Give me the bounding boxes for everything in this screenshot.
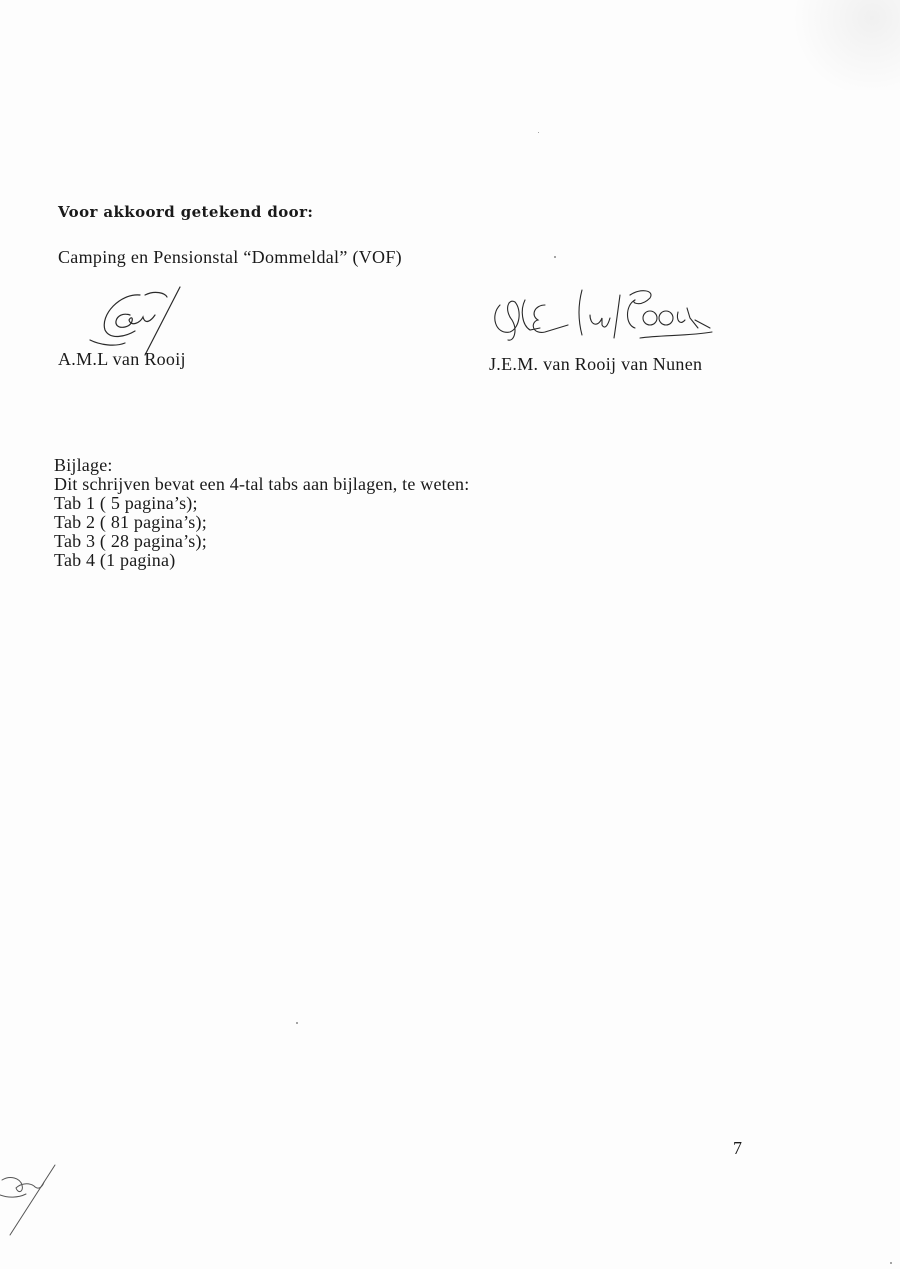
annex-tab-item: Tab 2 ( 81 pagina’s);	[54, 512, 207, 532]
annex-tab-item: Tab 3 ( 28 pagina’s);	[54, 531, 207, 551]
party-name: Camping en Pensionstal “Dommeldal” (VOF)	[58, 247, 402, 267]
annex-tab-item: Tab 4 (1 pagina)	[54, 550, 176, 570]
annex-tab-item: Tab 1 ( 5 pagina’s);	[54, 493, 198, 513]
signature-jem-van-rooij-van-nunen	[490, 280, 720, 350]
annex-section	[54, 456, 469, 570]
signatory-name-right: J.E.M. van Rooij van Nunen	[489, 354, 703, 374]
initials-paraphe	[0, 1160, 65, 1240]
annex-title: Bijlage:	[54, 455, 113, 475]
signatory-name-left: A.M.L van Rooij	[58, 349, 186, 369]
signature-aml-van-rooij	[85, 275, 205, 360]
scan-speck	[554, 256, 556, 258]
scan-speck	[890, 1262, 892, 1264]
signature-heading: Voor akkoord getekend door:	[58, 203, 314, 221]
annex-intro: Dit schrijven bevat een 4-tal tabs aan bijlagen, te weten:	[54, 474, 470, 494]
scan-speck	[538, 132, 539, 133]
page-number: 7	[733, 1138, 742, 1158]
scan-speck	[296, 1022, 298, 1024]
scan-artifact	[760, 0, 900, 90]
